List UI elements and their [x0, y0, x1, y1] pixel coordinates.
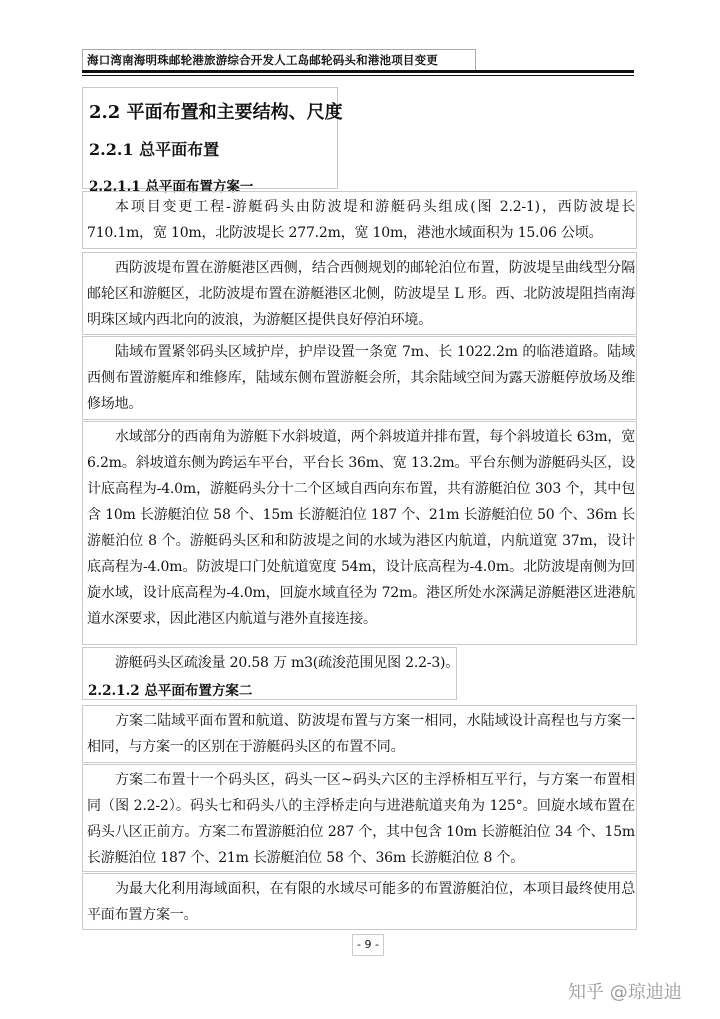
paragraph-7: 方案二布置十一个码头区，码头一区~码头六区的主浮桥相互平行，与方案一布置相同（图 2.2-2）。码头七和码头八的主浮桥走向与进港航道夹角为 125°。回旋水域布置在码头八区正前方。方案二布置游艇泊位 287 个，其中包含 10m 长游艇泊位 34 个、15m 长游艇泊位 187 个、21m 长游艇泊位 58 个、36m 长游艇泊位 8 个。 — [87, 772, 635, 866]
paragraph-8: 为最大化利用海域面积，在有限的水域尽可能多的布置游艇泊位，本项目最终使用总平面布置方案一。 — [87, 881, 635, 923]
paragraph-6: 方案二陆域平面布置和航道、防波堤布置与方案一相同，水陆域设计高程也与方案一相同，与方案一的区别在于游艇码头区的布置不同。 — [87, 713, 635, 755]
section-heading-2-2: 2.2 平面布置和主要结构、尺度 — [89, 102, 343, 123]
section-heading-2-2-1-1: 2.2.1.1 总平面布置方案一 — [89, 179, 254, 195]
page-number: - 9 - — [352, 934, 384, 956]
paragraph-1: 本项目变更工程-游艇码头由防波堤和游艇码头组成(图 2.2-1)，西防波堤长 710.1m，宽 10m，北防波堤长 277.2m，宽 10m，港池水域面积为 15.06 公顷。 — [87, 199, 635, 241]
section-heading-2-2-1: 2.2.1 总平面布置 — [89, 140, 220, 159]
paragraph-3: 陆域布置紧邻码头区域护岸，护岸设置一条宽 7m、长 1022.2m 的临港道路。陆域西侧布置游艇库和维修库，陆域东侧布置游艇会所，其余陆域空间为露天游艇停放场及维修场地。 — [87, 344, 635, 412]
running-header: 海口湾南海明珠邮轮港旅游综合开发人工岛邮轮码头和港池项目变更 — [82, 49, 476, 70]
watermark: 知乎 @琼迪迪 — [568, 982, 682, 1003]
paragraph-5: 游艇码头区疏浚量 20.58 万 m3(疏浚范围见图 2.2-3)。 — [115, 655, 460, 671]
header-rule-thin — [82, 75, 634, 76]
paragraph-2: 西防波堤布置在游艇港区西侧，结合西侧规划的邮轮泊位布置，防波堤呈曲线型分隔邮轮区和游艇区，北防波堤布置在游艇港区北侧，防波堤呈 L 形。西、北防波堤阻挡南海明珠区域内西北向的波浪，为游艇区提供良好停泊环境。 — [87, 260, 635, 328]
paragraph-4: 水域部分的西南角为游艇下水斜坡道，两个斜坡道并排布置，每个斜坡道长 63m，宽 6.2m。斜坡道东侧为跨运车平台，平台长 36m、宽 13.2m。平台东侧为游艇码头区，设计底高程为-4.0m，游艇码头分十二个区域自西向东布置，共有游艇泊位 303 个，其中包含 10m 长游艇泊位 58 个、15m 长游艇泊位 187 个、21m 长游艇泊位 50 个、36m 长游艇泊位 8 个。游艇码头区和和防波堤之间的水域为港区内航道，内航道宽 37m，设计底高程为-4.0m。防波堤口门处航道宽度 54m，设计底高程为-4.0m。北防波堤南侧为回旋水域，设计底高程为-4.0m，回旋水域直径为 72m。港区所处水深满足游艇港区进港航道水深要求，因此港区内航道与港外直接连接。 — [87, 429, 635, 627]
section-heading-2-2-1-2: 2.2.1.2 总平面布置方案二 — [88, 683, 253, 699]
header-rule-thick — [82, 70, 634, 73]
headings-box — [82, 87, 343, 195]
